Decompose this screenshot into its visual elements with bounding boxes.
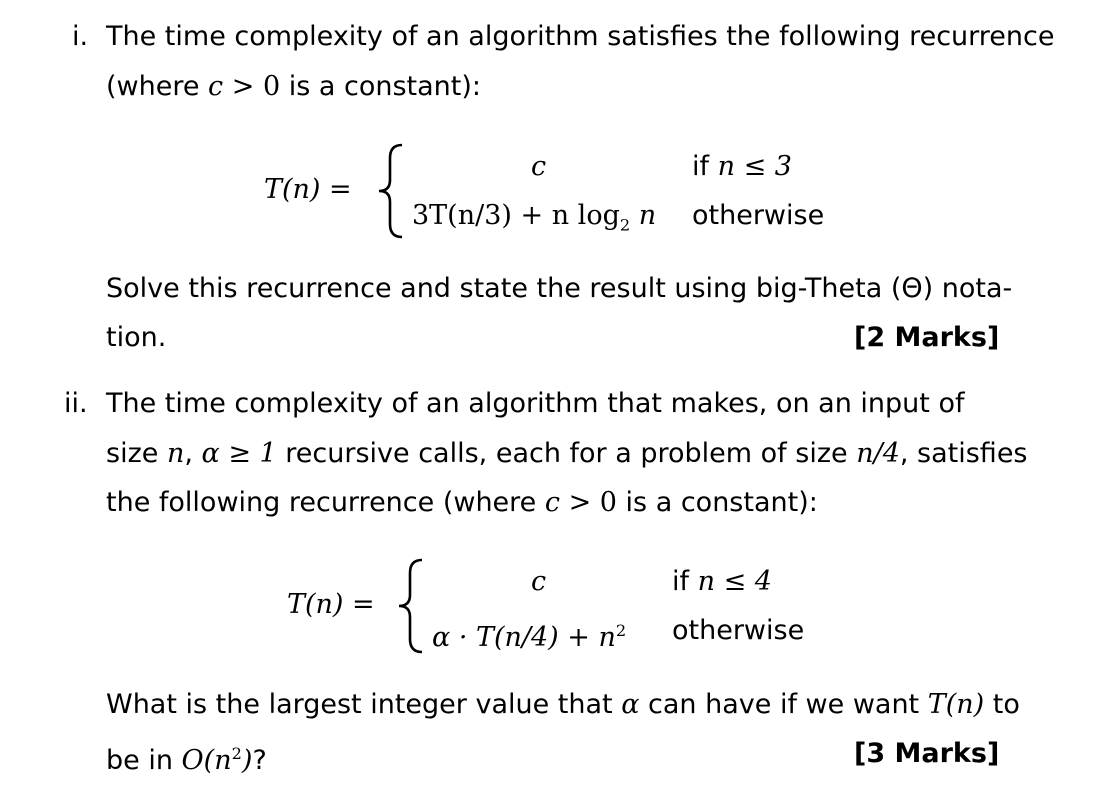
q1-solve-line1: Solve this recurrence and state the result using big-Theta (Θ) nota- <box>106 273 1013 304</box>
left-brace-icon <box>374 142 408 240</box>
q2-line2: size n, α ≥ 1 recursive calls, each for a problem of size n/4, satisfies <box>106 438 1028 469</box>
q1-case1-condition: if n ≤ 3 <box>692 151 792 182</box>
q1-number: i. <box>72 21 89 52</box>
q1-marks: [2 Marks] <box>854 322 1000 353</box>
q1-line1: The time complexity of an algorithm satisfies the following recurrence <box>106 21 1055 52</box>
q1-case2-condition: otherwise <box>692 200 825 231</box>
q2-ask-line2: be in $O(n^2)$? <box>106 744 267 776</box>
q2-case2-condition: otherwise <box>672 615 805 646</box>
q2-line3: the following recurrence (where c > 0 is a constant): <box>106 487 818 518</box>
q1-solve-line2: tion. <box>106 322 167 353</box>
q1-line2: (where c > 0 is a constant): <box>106 71 482 102</box>
q1-case2-value: 3T(n/3) + n $\log_2 n$ <box>412 200 657 235</box>
q2-number: ii. <box>64 388 88 419</box>
q2-marks: [3 Marks] <box>854 738 1000 769</box>
left-brace-icon <box>394 557 428 655</box>
q2-eq-lhs: T(n) = <box>287 589 375 620</box>
q2-case2-value: $\alpha \cdot T(n/4) + n^2$ <box>432 621 627 653</box>
q1-case1-value: c <box>531 151 547 182</box>
q1-eq-lhs: T(n) = <box>264 174 352 205</box>
q2-ask-line1: What is the largest integer value that α can have if we want T(n) to <box>106 689 1020 720</box>
q2-case1-condition: if n ≤ 4 <box>672 566 772 597</box>
q2-case1-value: c <box>531 566 547 597</box>
q2-line1: The time complexity of an algorithm that makes, on an input of <box>106 388 965 419</box>
